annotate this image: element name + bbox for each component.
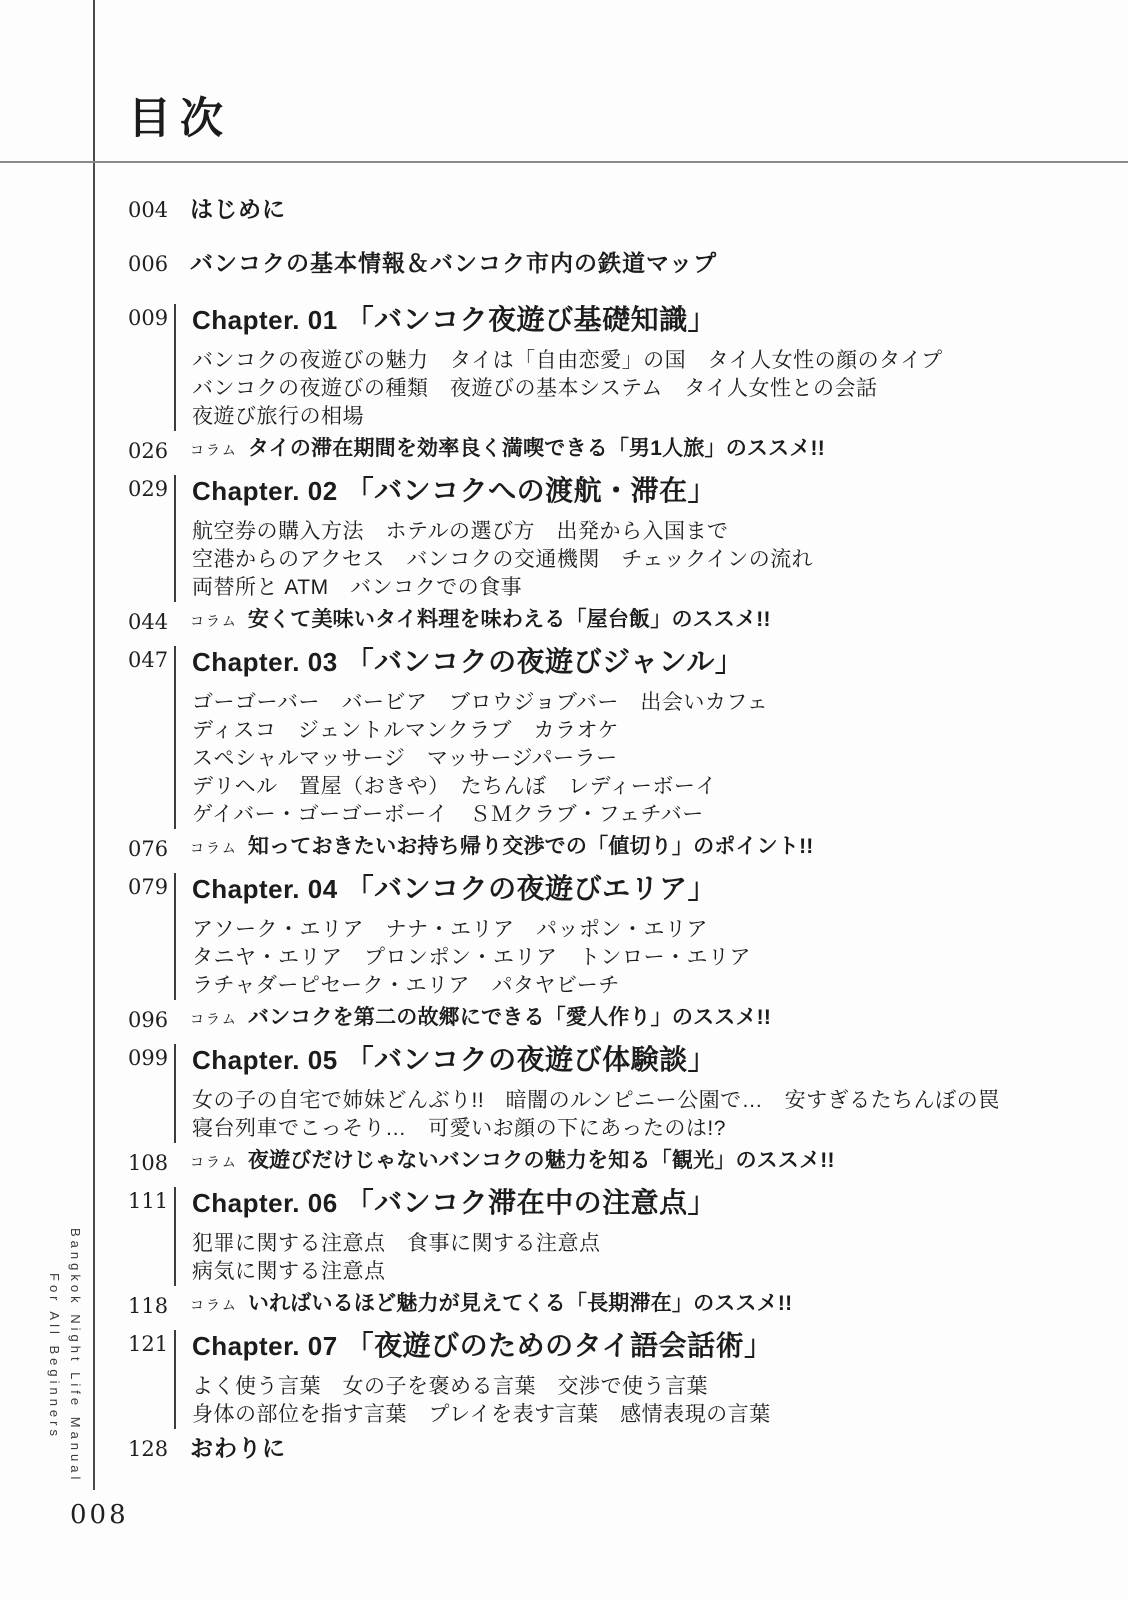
chapter-title: 「バンコク滞在中の注意点」: [345, 1187, 717, 1218]
toc-page-number: 111: [128, 1189, 169, 1213]
column-title: タイの滞在期間を効率良く満喫できる「男1人旅」のススメ!!: [247, 437, 825, 460]
chapter-label: Chapter. 07: [192, 1331, 338, 1361]
chapter-subtopics-line: デリヘル 置屋（おきや） たちんぼ レディーボーイ: [192, 775, 717, 798]
toc-column-entry: [128, 437, 1088, 463]
toc-entry-body: [174, 1435, 286, 1465]
chapter-heading: [192, 304, 943, 341]
chapter-subtopics-line: 航空券の購入方法 ホテルの選び方 出発から入国まで: [192, 520, 729, 543]
column-title: 知っておきたいお持ち帰り交渉での「値切り」のポイント!!: [247, 835, 814, 858]
toc-chapter-entry: [128, 304, 1088, 431]
column-label: コラム: [190, 613, 238, 629]
toc-entry-title: はじめに: [190, 196, 286, 222]
book-subtitle-line1: Bangkok Night Life Manual: [68, 1228, 83, 1484]
toc-entry-body: [174, 835, 813, 861]
chapter-label: Chapter. 03: [192, 647, 338, 677]
toc-entry-body: [174, 873, 751, 1000]
toc-page-number: 044: [128, 610, 169, 634]
chapter-title: 「バンコクの夜遊びジャンル」: [345, 646, 744, 677]
chapter-label: Chapter. 04: [192, 874, 338, 904]
chapter-subtopics-line: ゲイバー・ゴーゴーボーイ ＳＭクラブ・フェチバー: [192, 803, 704, 826]
column-label: コラム: [190, 442, 238, 458]
toc-entry-title: おわりに: [190, 1435, 286, 1461]
chapter-subtopics-line: バンコクの夜遊びの種類 夜遊びの基本システム タイ人女性との会話: [192, 377, 878, 400]
chapter-heading: [192, 1330, 773, 1367]
toc-entry-body: [174, 437, 825, 463]
toc-column-entry: [128, 1292, 1088, 1318]
toc-page-number: 076: [128, 837, 169, 861]
column-label: コラム: [190, 1297, 238, 1313]
chapter-label: Chapter. 01: [192, 305, 338, 335]
chapter-subtopics-line: ラチャダーピセーク・エリア パタヤビーチ: [192, 974, 620, 997]
toc-page-number: 118: [128, 1294, 169, 1318]
toc-entry-title: バンコクの基本情報＆バンコク市内の鉄道マップ: [190, 250, 718, 276]
toc-entry-body: [174, 475, 813, 602]
chapter-title: 「バンコクの夜遊び体験談」: [345, 1044, 717, 1075]
toc-chapter-entry: [128, 873, 1088, 1000]
toc-page-number: 128: [128, 1437, 169, 1461]
folio-page-number: 008: [70, 1500, 129, 1530]
chapter-subtopics-line: タニヤ・エリア プロンポン・エリア トンロー・エリア: [192, 946, 751, 969]
chapter-subtopics-line: アソーク・エリア ナナ・エリア パッポン・エリア: [192, 918, 708, 941]
toc-page-number: 004: [128, 198, 169, 222]
page-title: 目次: [128, 95, 232, 143]
chapter-subtopics-line: 両替所と ATM バンコクでの食事: [192, 576, 523, 599]
chapter-subtopics-line: バンコクの夜遊びの魅力 タイは「自由恋愛」の国 タイ人女性の顔のタイプ: [192, 349, 943, 372]
chapter-subtopics-line: 夜遊び旅行の相場: [192, 405, 364, 428]
chapter-title: 「バンコクへの渡航・滞在」: [345, 475, 717, 506]
chapter-subtopics-line: 病気に関する注意点: [192, 1260, 386, 1283]
toc-entry-body: [174, 1330, 773, 1429]
header-rule: [0, 161, 1128, 163]
toc-chapter-entry: [128, 475, 1088, 602]
column-title: 夜遊びだけじゃないバンコクの魅力を知る「観光」のススメ!!: [247, 1149, 835, 1172]
toc-page-number: 006: [128, 252, 169, 276]
toc-chapter-entry: [128, 1187, 1088, 1286]
toc-entry-body: [174, 196, 286, 226]
toc-column-entry: [128, 1149, 1088, 1175]
chapter-title: 「バンコク夜遊び基礎知識」: [345, 304, 717, 335]
toc-column-entry: [128, 608, 1088, 634]
column-title: いればいるほど魅力が見えてくる「長期滞在」のススメ!!: [247, 1292, 793, 1315]
chapter-heading: [192, 1044, 1000, 1081]
column-label: コラム: [190, 1011, 238, 1027]
book-subtitle-vertical: [44, 1228, 86, 1484]
chapter-label: Chapter. 05: [192, 1045, 338, 1075]
toc-entry-body: [174, 646, 768, 829]
chapter-subtopics-line: 犯罪に関する注意点 食事に関する注意点: [192, 1232, 601, 1255]
chapter-title: 「夜遊びのためのタイ語会話術」: [345, 1330, 773, 1361]
toc-page-number: 121: [128, 1332, 169, 1356]
toc-page-number: 099: [128, 1046, 169, 1070]
chapter-heading: [192, 646, 768, 683]
chapter-label: Chapter. 02: [192, 476, 338, 506]
toc-entry-body: [174, 1044, 1000, 1143]
toc-column-entry: [128, 1006, 1088, 1032]
chapter-subtopics-line: ディスコ ジェントルマンクラブ カラオケ: [192, 719, 620, 742]
chapter-subtopics-line: 空港からのアクセス バンコクの交通機関 チェックインの流れ: [192, 548, 814, 571]
chapter-label: Chapter. 06: [192, 1188, 338, 1218]
toc-page-number: 079: [128, 875, 169, 899]
toc-list: [128, 196, 1088, 1489]
toc-entry-body: [174, 1006, 771, 1032]
toc-entry: [128, 250, 1088, 280]
toc-entry-body: [174, 1187, 716, 1286]
chapter-subtopics-line: 身体の部位を指す言葉 プレイを表す言葉 感情表現の言葉: [192, 1403, 771, 1426]
toc-entry: [128, 196, 1088, 226]
column-label: コラム: [190, 840, 238, 856]
chapter-subtopics-line: よく使う言葉 女の子を褒める言葉 交渉で使う言葉: [192, 1375, 708, 1398]
chapter-subtopics-line: ゴーゴーバー バービア ブロウジョブバー 出会いカフェ: [192, 691, 769, 714]
toc-page-number: 108: [128, 1151, 169, 1175]
toc-page-number: 009: [128, 306, 169, 330]
chapter-title: 「バンコクの夜遊びエリア」: [345, 873, 717, 904]
toc-entry-body: [174, 608, 771, 634]
toc-page-number: 026: [128, 439, 169, 463]
chapter-subtopics-line: 寝台列車でこっそり… 可愛いお顔の下にあったのは!?: [192, 1117, 726, 1140]
chapter-heading: [192, 873, 751, 910]
column-label: コラム: [190, 1154, 238, 1170]
chapter-subtopics-line: スペシャルマッサージ マッサージパーラー: [192, 747, 618, 770]
toc-chapter-entry: [128, 1330, 1088, 1429]
chapter-heading: [192, 475, 813, 512]
chapter-subtopics-line: 女の子の自宅で姉妹どんぶり!! 暗闇のルンピニー公園で… 安すぎるたちんぼの罠: [192, 1089, 1000, 1112]
toc-entry-body: [174, 1149, 835, 1175]
toc-entry-body: [174, 1292, 792, 1318]
chapter-heading: [192, 1187, 716, 1224]
toc-page-number: 096: [128, 1008, 169, 1032]
column-title: 安くて美味いタイ料理を味わえる「屋台飯」のススメ!!: [247, 608, 771, 631]
left-vertical-rule: [93, 0, 95, 1490]
book-subtitle-line2: For All Beginners: [47, 1272, 62, 1440]
toc-entry-body: [174, 250, 717, 280]
toc-page-number: 029: [128, 477, 169, 501]
toc-chapter-entry: [128, 1044, 1088, 1143]
toc-column-entry: [128, 835, 1088, 861]
toc-page-number: 047: [128, 648, 169, 672]
column-title: バンコクを第二の故郷にできる「愛人作り」のススメ!!: [247, 1006, 772, 1029]
toc-entry-body: [174, 304, 943, 431]
toc-entry: [128, 1435, 1088, 1465]
toc-chapter-entry: [128, 646, 1088, 829]
